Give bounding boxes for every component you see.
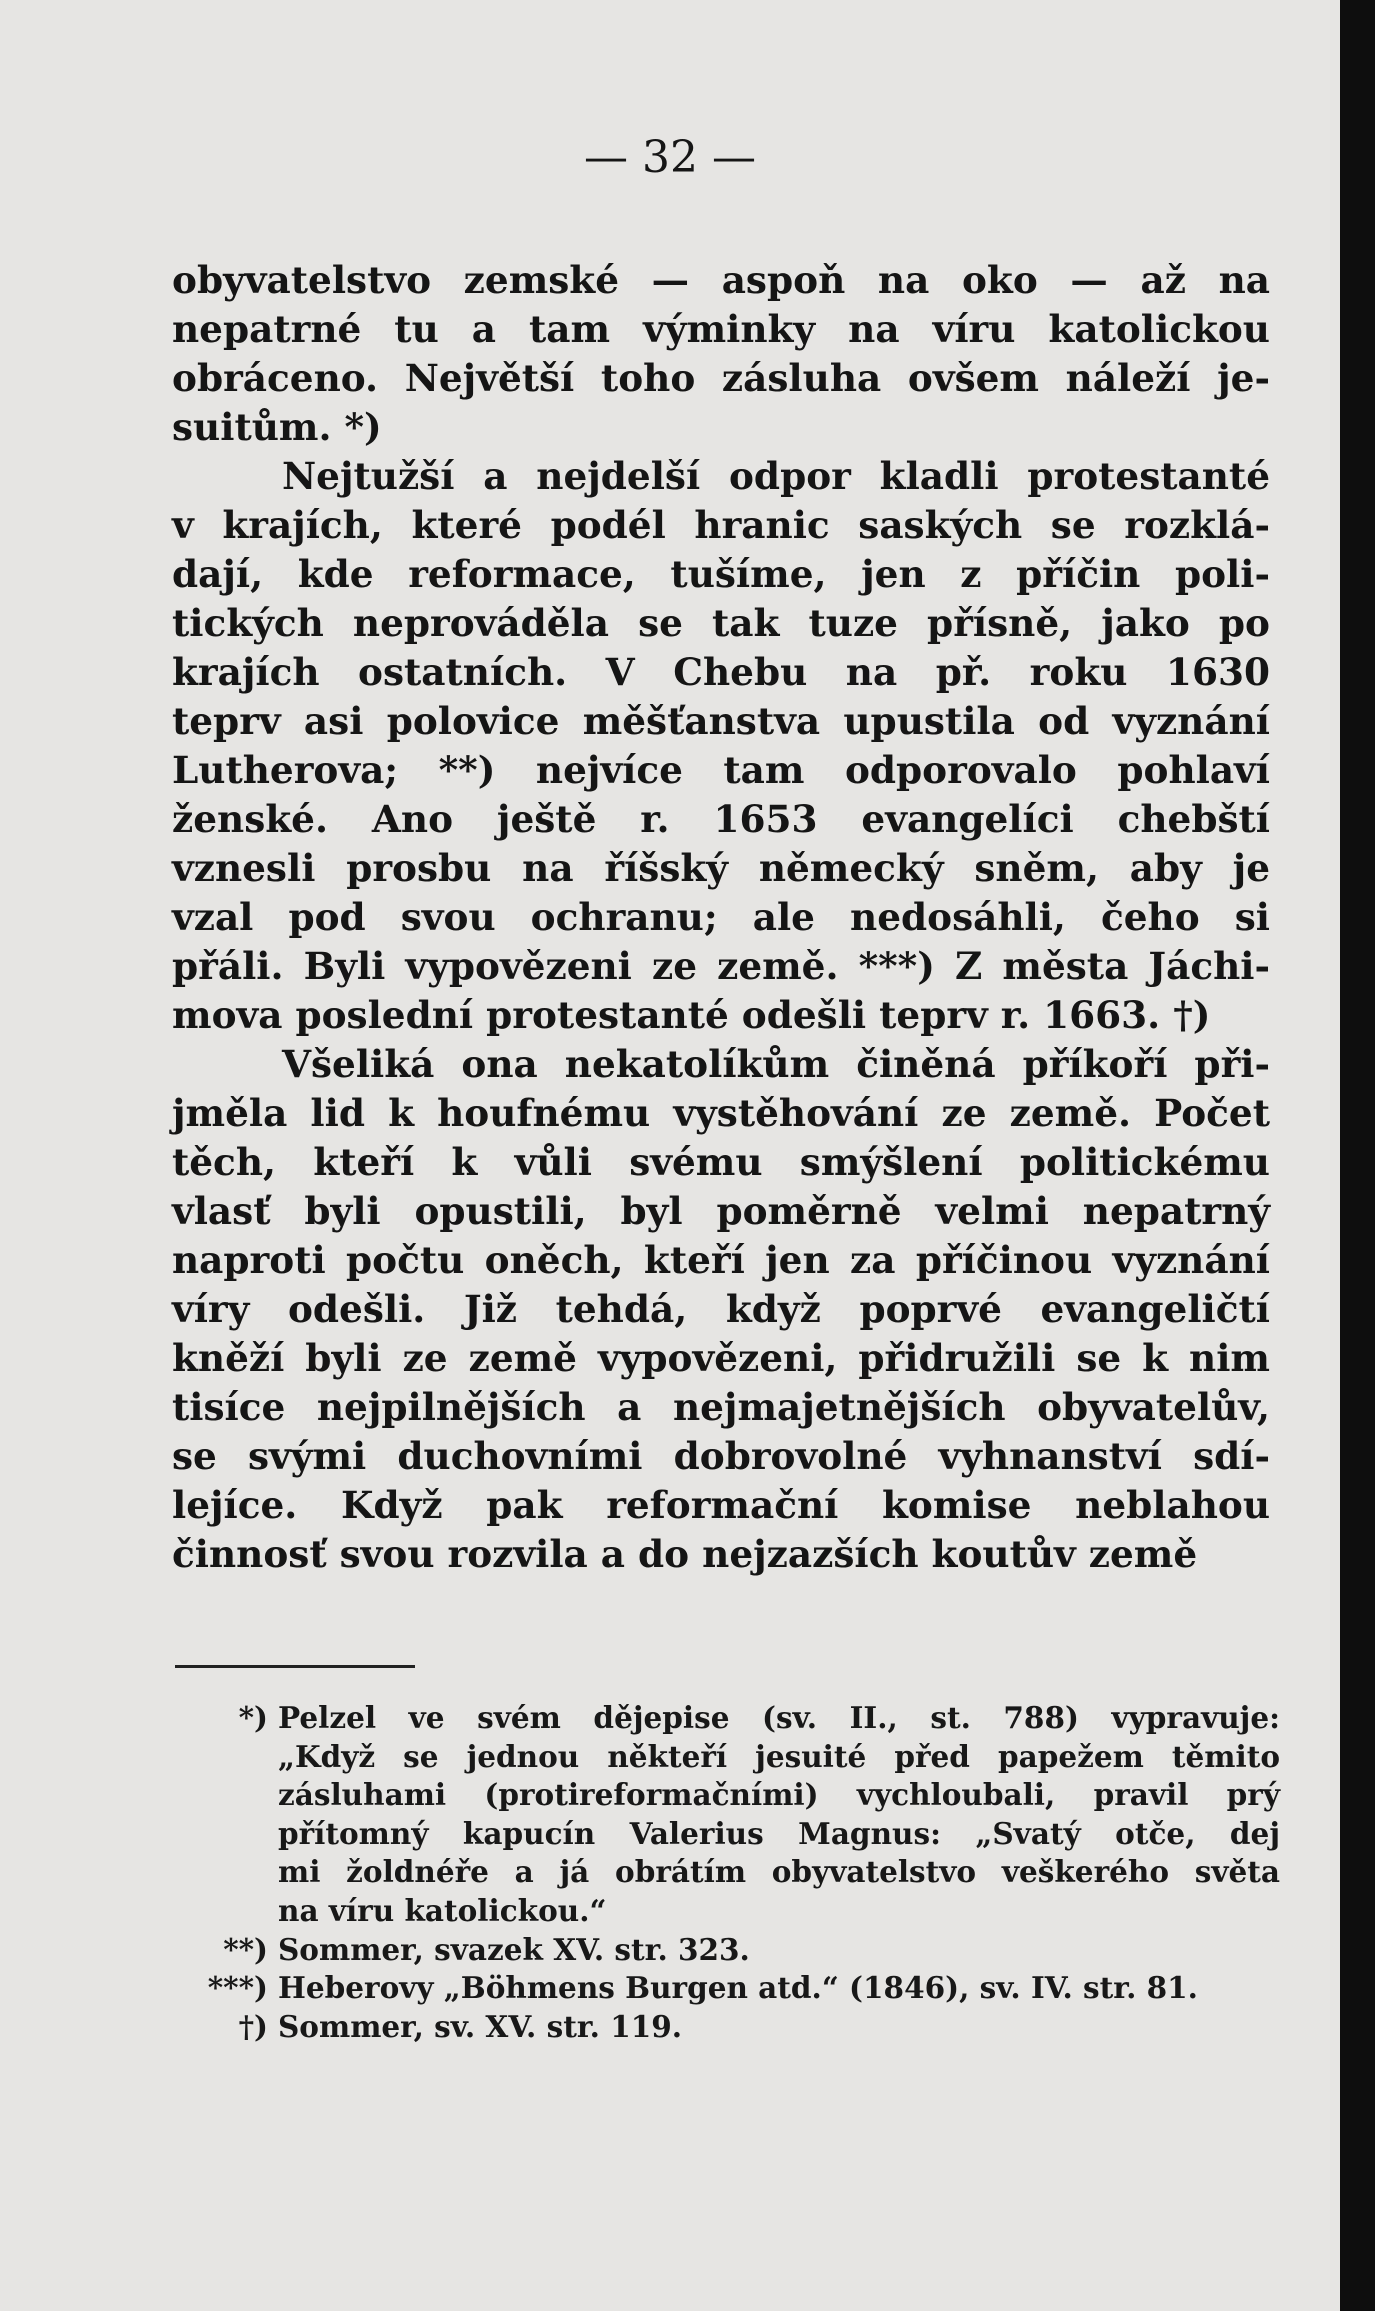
- scan-border: [1340, 0, 1375, 2311]
- body-line: vznesli prosbu na říšský německý sněm, aby je: [172, 846, 1270, 890]
- footnote-line: mi žoldnéře a já obrátím obyvatelstvo veškerého světa: [278, 1854, 1280, 1890]
- body-line: těch, kteří k vůli svému smýšlení politickému: [172, 1140, 1270, 1184]
- body-line: dají, kde reformace, tušíme, jen z příčin poli-: [172, 552, 1270, 596]
- body-line: vlasť byli opustili, byl poměrně velmi nepatrný: [172, 1189, 1270, 1233]
- footnote-line: Pelzel ve svém dějepise (sv. II., st. 788) vypravuje:: [278, 1700, 1280, 1735]
- body-line: obráceno. Největší toho zásluha ovšem náleží je-: [172, 356, 1270, 400]
- body-line: mova poslední protestanté odešli teprv r. 1663. †): [172, 993, 1211, 1037]
- footnote-mark: ***): [207, 1970, 268, 2006]
- page-number: — 32 —: [584, 132, 756, 183]
- footnote-line: zásluhami (protireformačními) vychloubali, pravil prý: [278, 1777, 1280, 1813]
- footnotes: [160, 1699, 1280, 2046]
- footnote-mark: *): [238, 1700, 268, 1735]
- footnote-line: Heberovy „Böhmens Burgen atd.“ (1846), sv. IV. str. 81.: [278, 1970, 1198, 2006]
- footnote: [160, 1931, 1280, 1970]
- footnote: [160, 1969, 1280, 2008]
- footnote-divider: [175, 1665, 415, 1668]
- body-line: Lutherova; **) nejvíce tam odporovalo pohlaví: [172, 748, 1270, 792]
- body-line: kněží byli ze země vypovězeni, přidružili se k nim: [172, 1336, 1270, 1380]
- body-line: naproti počtu oněch, kteří jen za příčinou vyznání: [172, 1238, 1270, 1282]
- footnote-line: Sommer, sv. XV. str. 119.: [278, 2008, 683, 2044]
- body-line: vzal pod svou ochranu; ale nedosáhli, čeho si: [172, 895, 1270, 939]
- body-line: lejíce. Když pak reformační komise neblahou: [172, 1483, 1270, 1527]
- footnote-mark: **): [223, 1931, 268, 1967]
- body-line: nepatrné tu a tam výminky na víru katolickou: [172, 307, 1270, 351]
- footnote-line: Sommer, svazek XV. str. 323.: [278, 1931, 750, 1967]
- footnote-mark: †): [238, 2008, 268, 2044]
- body-line: ženské. Ano ještě r. 1653 evangelíci chebští: [172, 797, 1270, 841]
- footnote-line: přítomný kapucín Valerius Magnus: „Svatý otče, dej: [278, 1815, 1280, 1851]
- body-line: tisíce nejpilnějších a nejmajetnějších obyvatelův,: [172, 1385, 1270, 1429]
- body-line: se svými duchovními dobrovolné vyhnanství sdí-: [172, 1434, 1270, 1478]
- body-line: tických neprováděla se tak tuze přísně, jako po: [172, 601, 1270, 645]
- body-line: přáli. Byli vypovězeni ze země. ***) Z města Jáchi-: [172, 944, 1270, 988]
- body-line: Nejtužší a nejdelší odpor kladli protestanté: [282, 454, 1270, 498]
- body-line: činnosť svou rozvila a do nejzazších koutův země: [172, 1532, 1198, 1576]
- body-line: teprv asi polovice měšťanstva upustila od vyznání: [172, 699, 1270, 743]
- footnote: [160, 2008, 1280, 2047]
- body-line: krajích ostatních. V Chebu na př. roku 1630: [172, 650, 1270, 694]
- body-text: [172, 256, 1270, 1579]
- body-line: v krajích, které podél hranic saských se rozklá-: [172, 503, 1270, 547]
- body-line: obyvatelstvo zemské — aspoň na oko — až na: [172, 258, 1270, 302]
- body-line: Všeliká ona nekatolíkům činěná příkoří při-: [282, 1042, 1270, 1086]
- footnote: [160, 1699, 1280, 1931]
- body-line: jměla lid k houfnému vystěhování ze země. Počet: [172, 1091, 1270, 1135]
- footnote-line: „Když se jednou někteří jesuité před papežem těmito: [278, 1738, 1280, 1774]
- body-line: suitům. *): [172, 405, 382, 449]
- body-line: víry odešli. Již tehdá, když poprvé evangeličtí: [172, 1287, 1270, 1331]
- footnote-line: na víru katolickou.“: [278, 1892, 607, 1928]
